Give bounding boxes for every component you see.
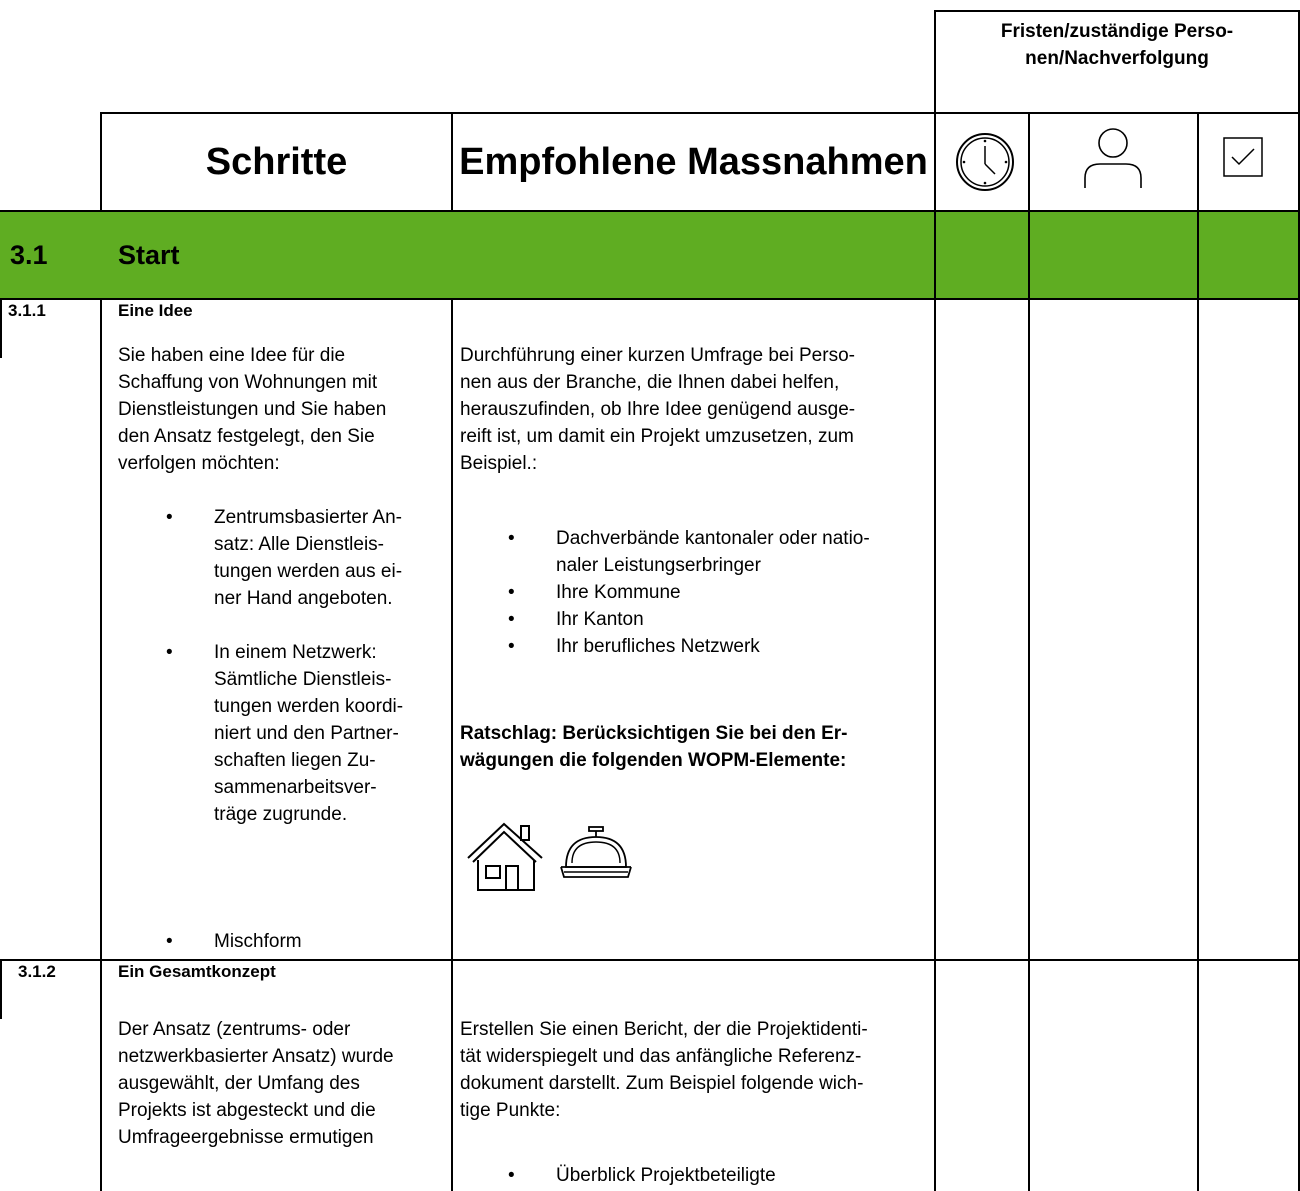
house-icon [466,820,546,892]
bullet-line: schaften liegen Zu- [214,750,376,771]
text-line: Sie haben eine Idee für die [118,345,346,366]
section-band-cell-clock [936,212,1028,298]
section-number: 3.1 [10,240,48,270]
bullet-line: ner Hand angeboten. [214,588,393,609]
section-band-cell-person [1030,212,1197,298]
text-line: Umfrageergebnisse ermutigen [118,1127,374,1148]
col-header-steps: Schritte [205,141,348,183]
bullet-marker: • [166,642,173,663]
bullet-line: Überblick Projektbeteiligte [556,1165,776,1186]
section-band-cell-check [1199,212,1298,298]
bullet-line: tungen werden koordi- [214,696,404,717]
text-line: tät widerspiegelt und das anfängliche Referenz- [460,1046,862,1067]
text-line: Erstellen Sie einen Bericht, der die Projektidenti- [460,1019,868,1040]
deadline-group-line-1: Fristen/zuständige Perso- [1000,21,1234,42]
bullet-line: niert und den Partner- [214,723,399,744]
text-line: den Ansatz festgelegt, den Sie [118,426,375,447]
bullet-line: Ihre Kommune [556,582,681,603]
text-line: wägungen die folgenden WOPM-Elemente: [460,750,847,771]
row-number: 3.1.1 [8,301,46,320]
bullet-marker: • [508,1165,515,1186]
text-line: netzwerkbasierter Ansatz) wurde [118,1046,394,1067]
text-line: nen aus der Branche, die Ihnen dabei helfen, [460,372,840,393]
service-bell-icon [558,825,634,883]
bullet-line: satz: Alle Dienstleis- [214,534,385,555]
bullet-line: Sämtliche Dienstleis- [214,669,392,690]
col-header-measures: Empfohlene Massnahmen [459,141,928,183]
checkbox-icon [1223,137,1263,177]
text-line: Der Ansatz (zentrums- oder [118,1019,351,1040]
bullet-line: Ihr berufliches Netzwerk [556,636,760,657]
text-line: herauszufinden, ob Ihre Idee genügend ausge- [460,399,856,420]
section-title: Start [118,240,180,270]
deadline-group-line-2: nen/Nachverfolgung [1025,48,1209,69]
bullet-marker: • [508,582,515,603]
row-number: 3.1.2 [18,962,56,981]
row-title: Ein Gesamtkonzept [118,962,276,981]
bullet-line: Mischform [214,931,302,952]
bullet-marker: • [166,507,173,528]
text-line: ausgewählt, der Umfang des [118,1073,360,1094]
text-line: verfolgen möchten: [118,453,280,474]
bullet-line: In einem Netzwerk: [214,642,377,663]
bullet-marker: • [508,636,515,657]
deadline-group-header [936,18,1298,72]
text-line: Schaffung von Wohnungen mit [118,372,378,393]
bullet-line: träge zugrunde. [214,804,348,825]
text-line: reift ist, um damit ein Projekt umzusetzen, zum [460,426,854,447]
bullet-line: Dachverbände kantonaler oder natio- [556,528,870,549]
clock-icon [955,132,1015,192]
bullet-marker: • [508,609,515,630]
text-line: Durchführung einer kurzen Umfrage bei Perso- [460,345,855,366]
bullet-line: naler Leistungserbringer [556,555,761,576]
bullet-line: Ihr Kanton [556,609,644,630]
bullet-line: Zentrumsbasierter An- [214,507,402,528]
text-line: tige Punkte: [460,1100,561,1121]
bullet-marker: • [166,931,173,952]
bullet-marker: • [508,528,515,549]
row-title: Eine Idee [118,301,193,320]
text-line: Projekts ist abgesteckt und die [118,1100,376,1121]
text-line: Dienstleistungen und Sie haben [118,399,387,420]
text-line: dokument darstellt. Zum Beispiel folgende wich- [460,1073,864,1094]
bullet-line: sammenarbeitsver- [214,777,377,798]
text-line: Ratschlag: Berücksichtigen Sie bei den Er- [460,723,848,744]
bullet-line: tungen werden aus ei- [214,561,403,582]
text-line: Beispiel.: [460,453,538,474]
person-icon [1080,126,1146,192]
